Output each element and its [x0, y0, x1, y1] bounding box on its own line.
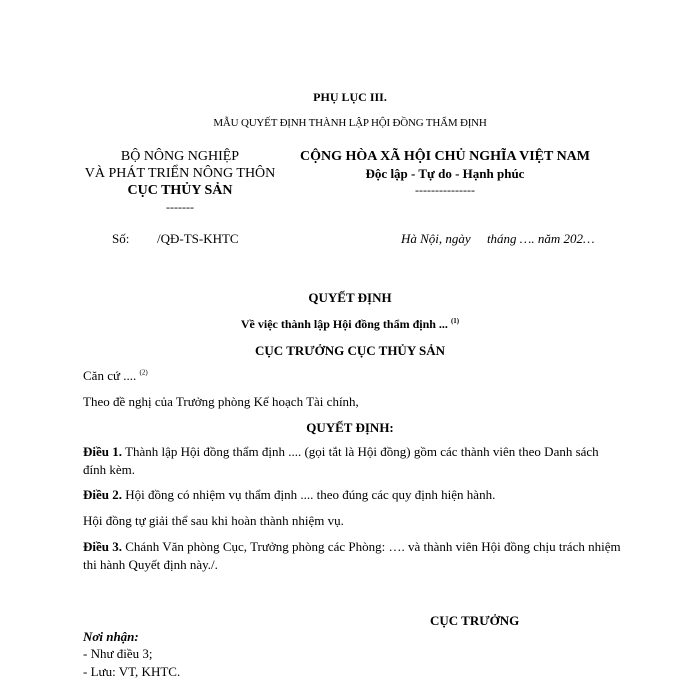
- recipient-item-2: - Lưu: VT, KHTC.: [83, 664, 181, 679]
- basis-legal: [83, 368, 148, 384]
- decision-authority: CỤC TRƯỞNG CỤC THỦY SẢN: [255, 343, 445, 358]
- article-1: [83, 443, 613, 479]
- basis-legal-text: Căn cứ ....: [83, 368, 137, 383]
- decision-subject: [0, 317, 700, 332]
- article-2-label: Điều 2.: [83, 487, 122, 502]
- national-motto: Độc lập - Tự do - Hạnh phúc: [365, 166, 525, 181]
- national-name: CỘNG HÒA XÃ HỘI CHỦ NGHĨA VIỆT NAM: [299, 149, 590, 164]
- issuer-ministry-line2: VÀ PHÁT TRIỂN NÔNG THÔN: [84, 166, 276, 181]
- signature-title: CỤC TRƯỞNG: [430, 613, 520, 628]
- article-1-label: Điều 1.: [83, 444, 122, 459]
- article-2: [83, 486, 623, 504]
- footnote-ref-1: (1): [450, 317, 460, 325]
- issuer-divider: -------: [166, 200, 194, 214]
- article-3-text: Chánh Văn phòng Cục, Trưởng phòng các Phòng: …. và thành viên Hội đồng chịu trách nhiệm thi hành Quyết định này./.: [83, 539, 621, 572]
- appendix-title: PHỤ LỤC III.: [313, 90, 387, 104]
- national-divider: ---------------: [415, 183, 475, 197]
- footnote-ref-2: (2): [139, 368, 148, 377]
- article-2-text: Hội đồng có nhiệm vụ thẩm định .... theo đúng các quy định hiện hành.: [122, 487, 496, 502]
- decision-subject-text: Về việc thành lập Hội đồng thẩm định ...: [240, 317, 448, 331]
- article-3-label: Điều 3.: [83, 539, 122, 554]
- article-1-text: Thành lập Hội đồng thẩm định .... (gọi tắt là Hội đồng) gồm các thành viên theo Danh sách đính kèm.: [83, 444, 599, 477]
- article-3: [83, 538, 623, 574]
- issuer-block: [60, 148, 300, 216]
- appendix-subtitle: MẪU QUYẾT ĐỊNH THÀNH LẬP HỘI ĐỒNG THẨM ĐỊNH: [213, 117, 487, 129]
- decision-heading: QUYẾT ĐỊNH: [308, 290, 392, 305]
- article-2-dissolution: Hội đồng tự giải thể sau khi hoàn thành nhiệm vụ.: [83, 513, 344, 528]
- recipient-item-1: - Như điều 3;: [83, 646, 153, 661]
- doc-number-code: /QĐ-TS-KHTC: [157, 231, 239, 246]
- issuer-ministry: BỘ NÔNG NGHIỆP: [120, 149, 240, 164]
- national-block: [285, 148, 605, 199]
- issuer-department: CỤC THỦY SẢN: [127, 183, 233, 198]
- place-date: Hà Nội, ngày tháng …. năm 202…: [401, 231, 595, 246]
- basis-proposal: Theo đề nghị của Trưởng phòng Kế hoạch Tài chính,: [83, 394, 359, 409]
- recipients-label: Nơi nhận:: [83, 629, 139, 644]
- doc-number-label: Số:: [112, 231, 130, 246]
- decides-heading: QUYẾT ĐỊNH:: [306, 420, 394, 435]
